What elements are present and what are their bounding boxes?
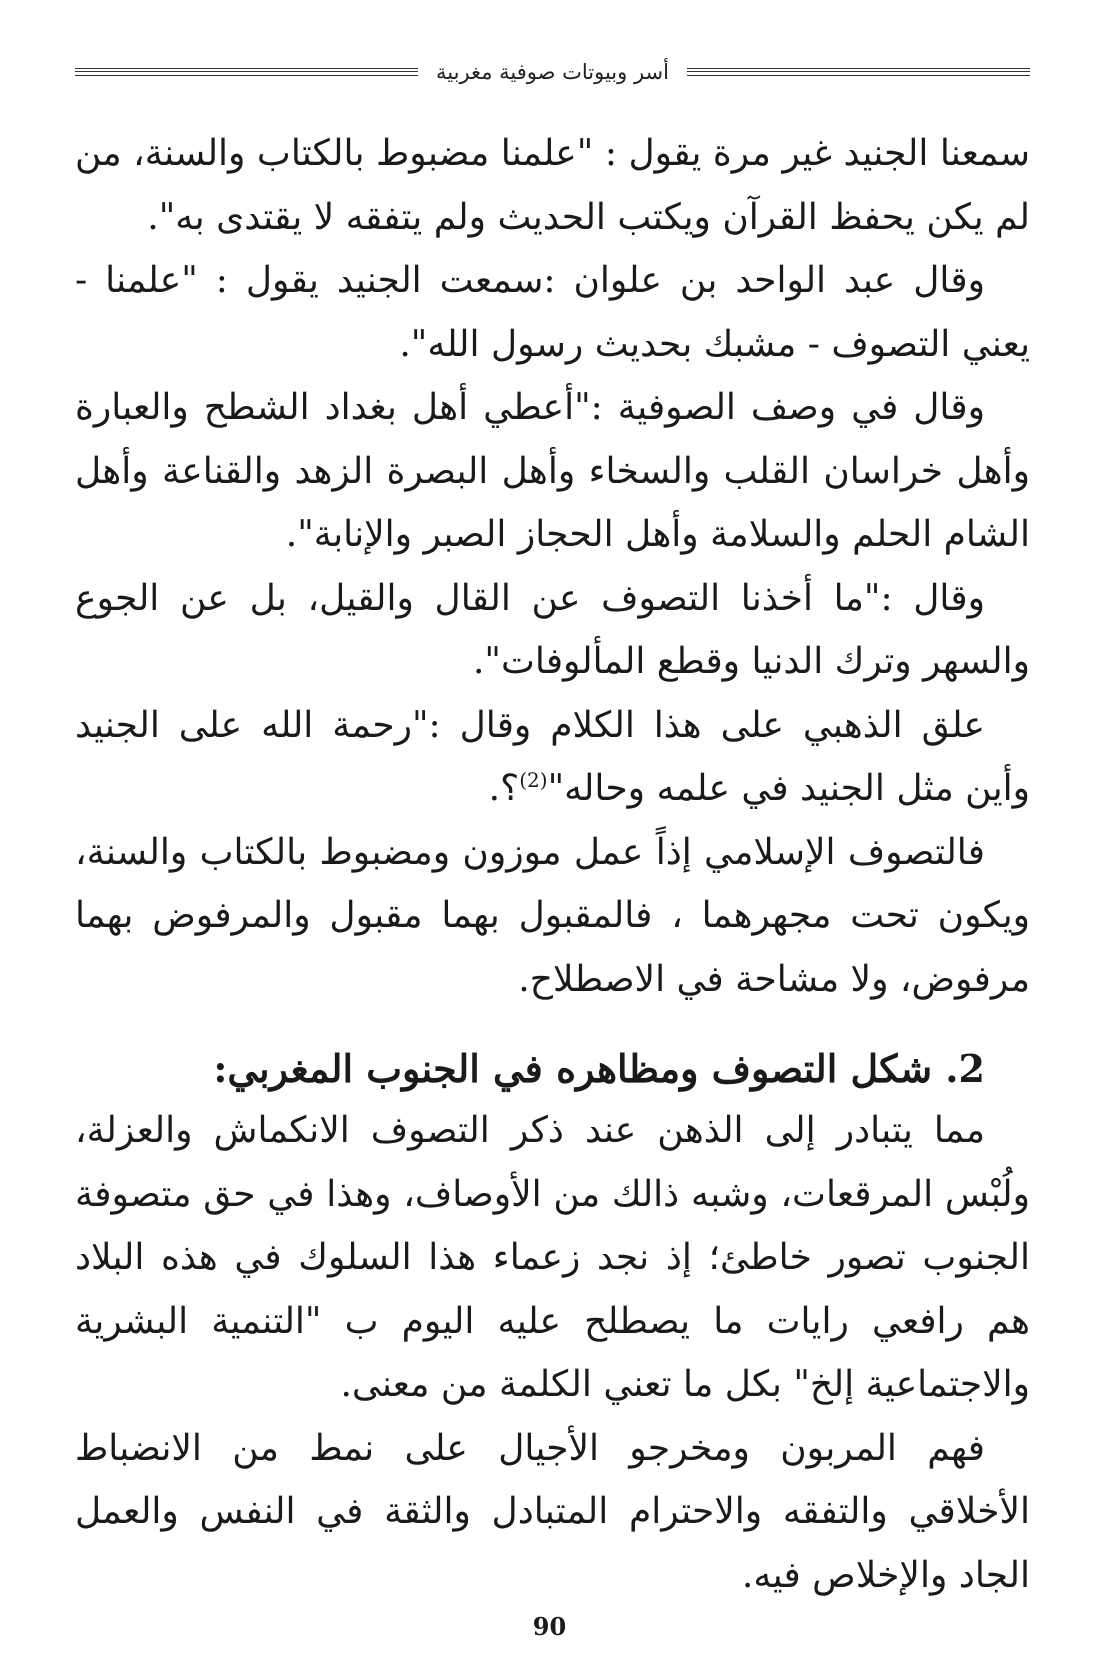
page-body <box>75 122 1030 1607</box>
paragraph-sufi-description: وقال في وصف الصوفية :"أعطي أهل بغداد الشطح والعبارة وأهل خراسان القلب والسخاء وأهل البصرة الزهد والقناعة وأهل الشام الحلم والسلامة وأهل الحجاز الصبر والإنابة". <box>75 387 1030 555</box>
running-title: أسر وبيوتات صوفية مغربية <box>436 60 669 84</box>
page-number: 90 <box>532 1612 567 1641</box>
paragraph-hunger-vigil: وقال :"ما أخذنا التصوف عن القال والقيل، بل عن الجوع والسهر وترك الدنيا وقطع المألوفات". <box>75 577 1030 682</box>
header-rule-left <box>75 68 418 76</box>
paragraph-islamic-sufism: فالتصوف الإسلامي إذاً عمل موزون ومضبوط بالكتاب والسنة، ويكون تحت مجهرهما ، فالمقبول بهما مقبول والمرفوض بهما مرفوض، ولا مشاحة في الاصطلاح. <box>75 831 1030 1000</box>
section-heading: 2. شكل التصوف ومظاهره في الجنوب المغربي: <box>213 1046 985 1091</box>
paragraph-abd-al-wahid: وقال عبد الواحد بن علوان :سمعت الجنيد يقول : "علمنا - يعني التصوف - مشبك بحديث رسول الله". <box>75 260 1030 365</box>
dhahabi-text: علق الذهبي على هذا الكلام وقال :"رحمة الله على الجنيد وأين مثل الجنيد في علمه وحاله" <box>75 704 1030 809</box>
paragraph-southern-sufism: مما يتبادر إلى الذهن عند ذكر التصوف الانكماش والعزلة، ولُبْس المرقعات، وشبه ذالك من الأوصاف، وهذا في حق متصوفة الجنوب تصور خاطئ؛ إذ نجد زعماء هذا السلوك في هذه البلاد هم رافعي رايات ما يصطلح عليه اليوم ب "التنمية البشرية والاجتماعية إلخ" بكل ما تعني الكلمة من معنى. <box>75 1110 1030 1405</box>
header-rule-right <box>687 68 1030 76</box>
dhahabi-trailing: ؟. <box>488 768 520 809</box>
footnote-reference[interactable]: (2) <box>519 768 548 792</box>
running-header <box>75 52 1030 92</box>
paragraph-educators: فهم المربون ومخرجو الأجيال على نمط من الانضباط الأخلاقي والتفقه والاحترام المتبادل والثقة في النفس والعمل الجاد والإخلاص فيه. <box>75 1427 1030 1596</box>
paragraph-junayd-quote: سمعنا الجنيد غير مرة يقول : "علمنا مضبوط بالكتاب والسنة، من لم يكن يحفظ القرآن ويكتب الحديث ولم يتفقه لا يقتدى به". <box>75 133 1030 238</box>
paragraph-dhahabi <box>75 694 1030 821</box>
